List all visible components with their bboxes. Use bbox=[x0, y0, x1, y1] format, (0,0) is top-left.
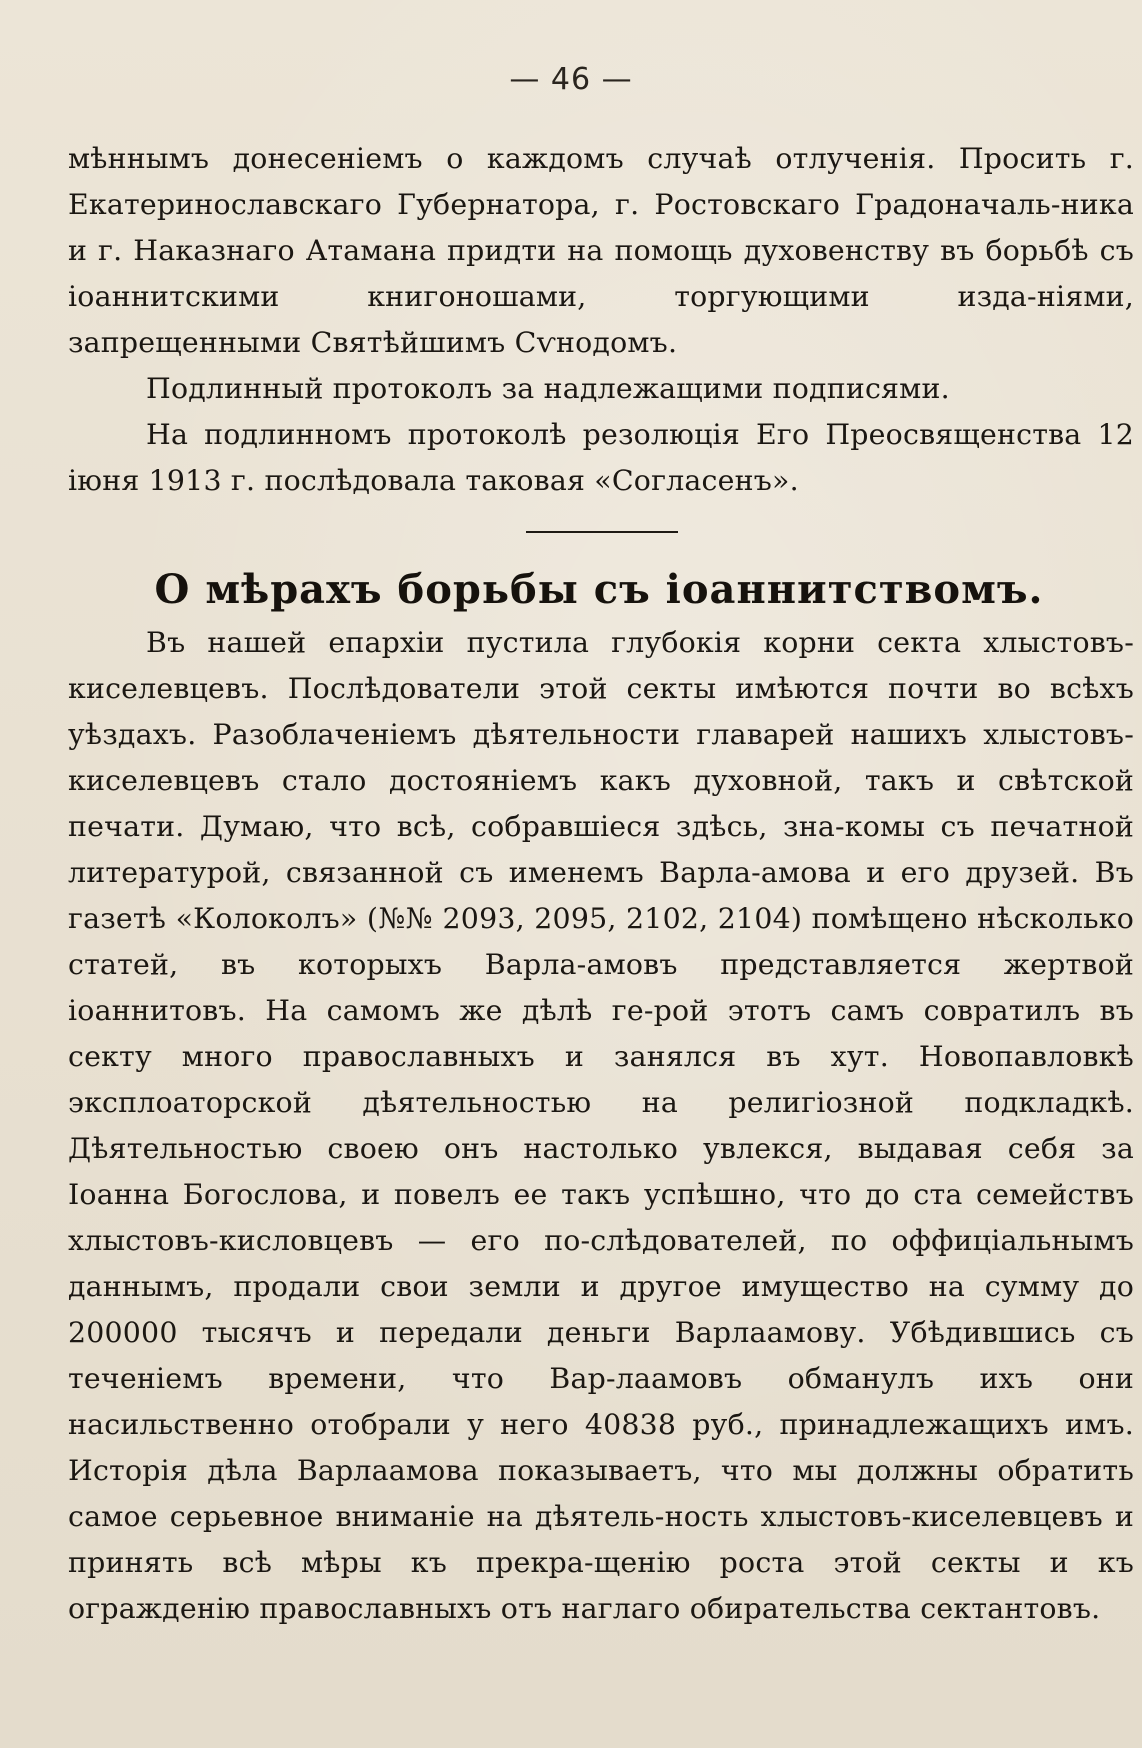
top-text-block bbox=[68, 136, 1134, 504]
section-text-block bbox=[68, 620, 1134, 1632]
top-paragraph-2: Подлинный протоколъ за надлежащими подписями. bbox=[146, 372, 950, 405]
top-paragraph-3: На подлинномъ протоколѣ резолюція Его Преосвященства 12 іюня 1913 г. послѣдовала таковая «Согласенъ». bbox=[68, 418, 1134, 497]
page-number: — 46 — bbox=[509, 62, 633, 97]
section-divider bbox=[526, 531, 678, 533]
section-title: О мѣрахъ борьбы съ іоаннитствомъ. bbox=[154, 566, 1044, 613]
section-paragraph: Въ нашей епархіи пустила глубокія корни секта хлыстовъ-киселевцевъ. Послѣдователи этой секты имѣются почти во всѣхъ уѣздахъ. Разоблаченіемъ дѣятельности главарей нашихъ хлыстовъ-киселевцевъ стало достояніемъ какъ духовной, такъ и свѣтской печати. Думаю, что всѣ, собравшіеся здѣсь, зна-комы съ печатной литературой, связанной съ именемъ Варла-амова и его друзей. Въ газетѣ «Колоколъ» (№№ 2093, 2095, 2102, 2104) помѣщено нѣсколько статей, въ которыхъ Варла-амовъ представляется жертвой іоаннитовъ. На самомъ же дѣлѣ ге-рой этотъ самъ совратилъ въ секту много православныхъ и занялся въ хут. Новопавловкѣ эксплоаторской дѣятельностью на религіозной подкладкѣ. Дѣятельностью своею онъ настолько увлекся, выдавая себя за Іоанна Богослова, и повелъ ее такъ успѣшно, что до ста семействъ хлыстовъ-кисловцевъ — его по-слѣдователей, по оффиціальнымъ даннымъ, продали свои земли и другое имущество на сумму до 200000 тысячъ и передали деньги Варлаамову. Убѣдившись съ теченіемъ времени, что Вар-лаамовъ обманулъ ихъ они насильственно отобрали у него 40838 руб., принадлежащихъ имъ. Исторія дѣла Варлаамова показываетъ, что мы должны обратить самое серьевное вниманіе на дѣятель-ность хлыстовъ-киселевцевъ и принять всѣ мѣры къ прекра-щенію роста этой секты и къ огражденію православныхъ отъ наглаго обирательства сектантовъ. bbox=[68, 626, 1134, 1625]
top-paragraph-1: мѣннымъ донесеніемъ о каждомъ случаѣ отлученія. Просить г. Екатеринославскаго Губернатора, г. Ростовскаго Градоначаль-ника и г. Наказнаго Атамана придти на помощь духовенству въ борьбѣ съ іоаннитскими книгоношами, торгующими изда-ніями, запрещенными Святѣйшимъ Сѵнодомъ. bbox=[68, 142, 1134, 359]
